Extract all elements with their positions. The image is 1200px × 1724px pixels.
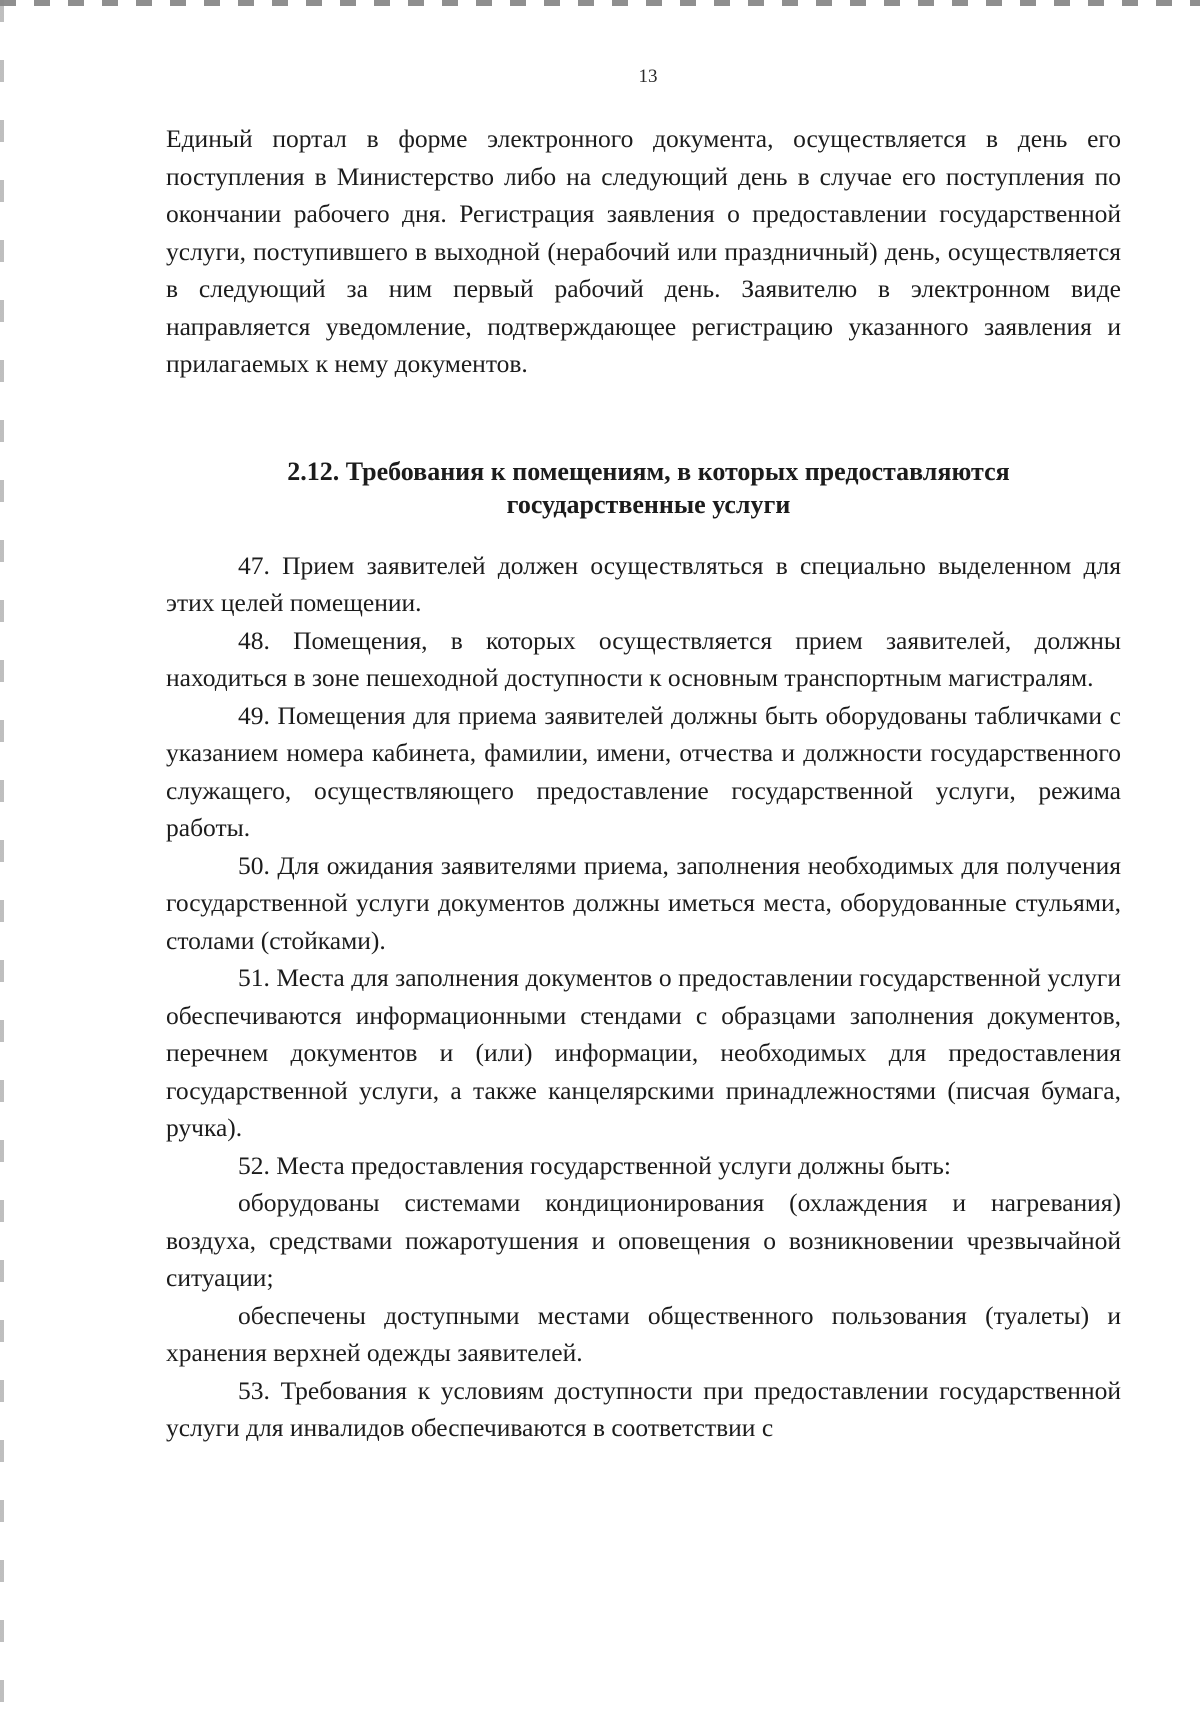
document-body — [166, 120, 1121, 1447]
paragraph-49: 49. Помещения для приема заявителей должны быть оборудованы табличками с указанием номера кабинета, фамилии, имени, отчества и должности государственного служащего, осуществляющего предоставление государственной услуги, режима работы. — [166, 700, 1121, 842]
paragraph-53: 53. Требования к условиям доступности при предоставлении государственной услуги для инвалидов обеспечиваются в соответствии с — [166, 1375, 1121, 1442]
page-number: 13 — [638, 66, 658, 87]
paragraph-52-item-2: обеспечены доступными местами общественного пользования (туалеты) и хранения верхней одежды заявителей. — [166, 1300, 1121, 1367]
intro-paragraph: Единый портал в форме электронного документа, осуществляется в день его поступления в Министерство либо на следующий день в случае его поступления по окончании рабочего дня. Регистрация заявления о предоставлении государственной услуги, поступившего в выходной (нерабочий или праздничный) день, осуществляется в следующий за ним первый рабочий день. Заявителю в электронном виде направляется уведомление, подтверждающее регистрацию указанного заявления и прилагаемых к нему документов. — [166, 124, 1121, 378]
section-heading-line-2: государственные услуги — [506, 489, 791, 519]
scan-edge-top — [0, 0, 1200, 6]
scan-edge-left — [0, 0, 4, 1724]
paragraph-48: 48. Помещения, в которых осуществляется прием заявителей, должны находиться в зоне пешеходной доступности к основным транспортным магистралям. — [166, 625, 1121, 692]
section-heading — [166, 455, 1121, 521]
paragraph-52-item-1: оборудованы системами кондиционирования (охлаждения и нагревания) воздуха, средствами пожаротушения и оповещения о возникновении чрезвычайной ситуации; — [166, 1188, 1121, 1292]
section-heading-line-1: 2.12. Требования к помещениям, в которых предоставляются — [287, 456, 1010, 486]
paragraph-50: 50. Для ожидания заявителями приема, заполнения необходимых для получения государственной услуги документов должны иметься места, оборудованные стульями, столами (стойками). — [166, 850, 1121, 955]
paragraph-52: 52. Места предоставления государственной услуги должны быть: — [238, 1150, 951, 1180]
paragraph-51: 51. Места для заполнения документов о предоставлении государственной услуги обеспечиваются информационными стендами с образцами заполнения документов, перечнем документов и (или) информации, необходимых для предоставления государственной услуги, а также канцелярскими принадлежностями (писчая бумага, ручка). — [166, 963, 1121, 1142]
paragraph-47: 47. Прием заявителей должен осуществляться в специально выделенном для этих целей помещении. — [166, 550, 1121, 617]
